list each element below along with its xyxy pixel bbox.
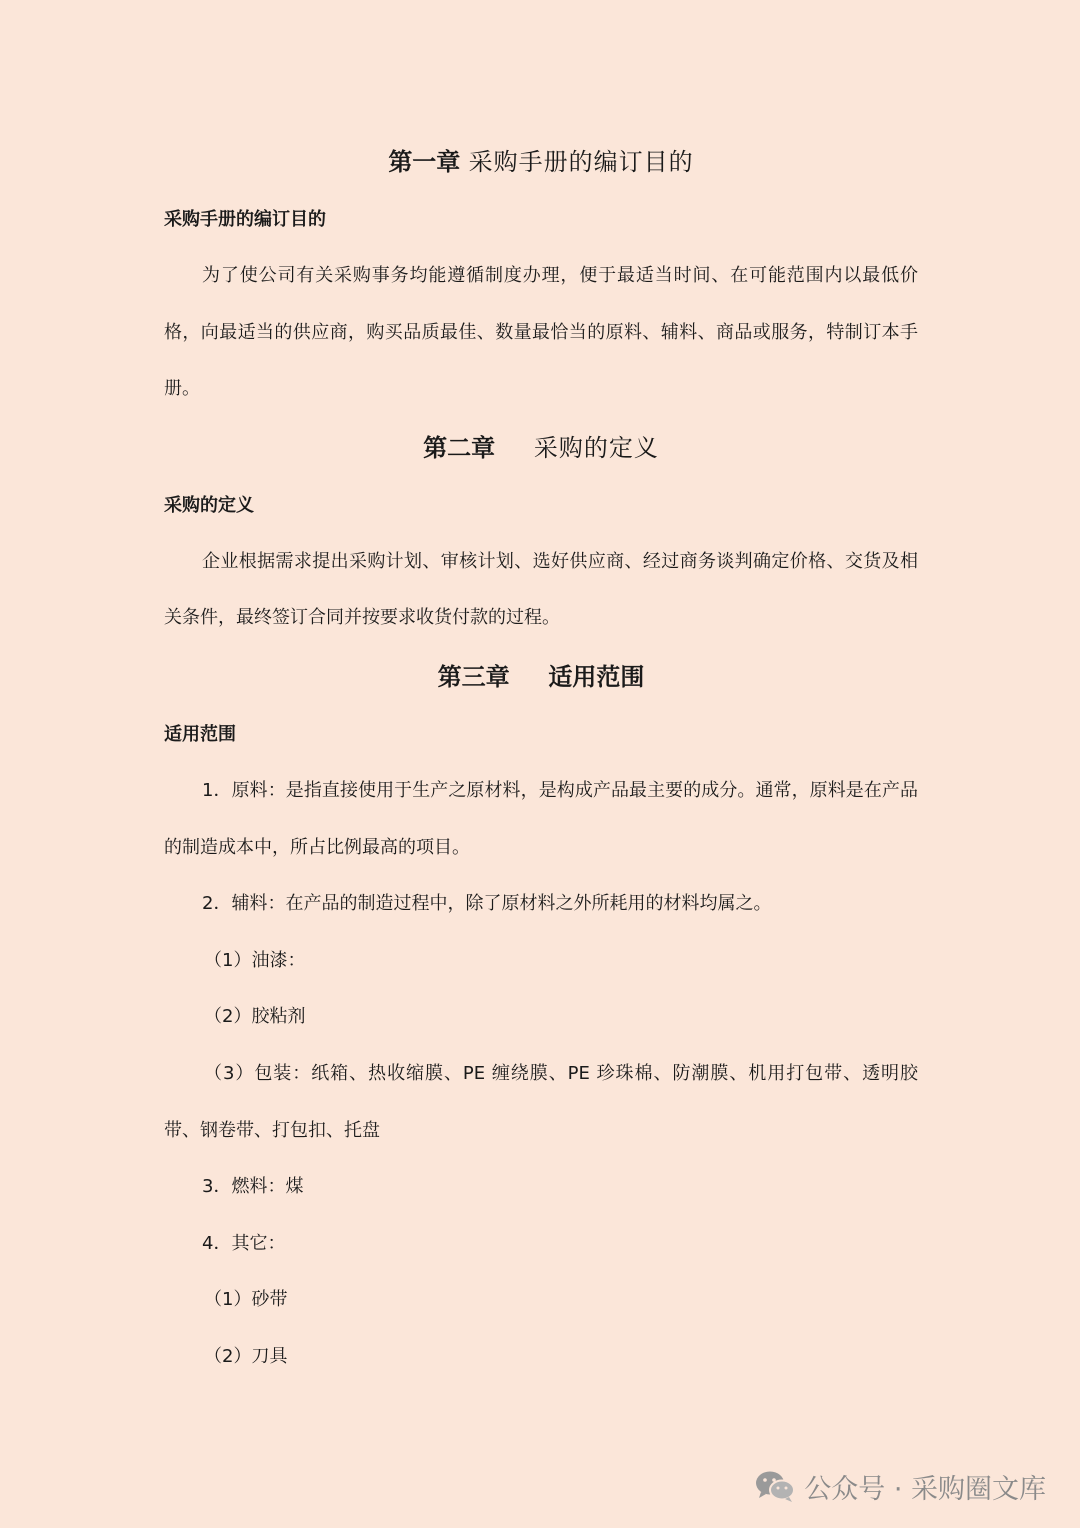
section-2-title: 采购的定义 — [164, 494, 254, 516]
list-item-fuel: 3．燃料：煤 — [202, 1176, 304, 1198]
chapter-2-number: 第二章 — [423, 433, 496, 462]
chapter-2-heading — [164, 418, 918, 478]
list-subitem-adhesive: （2）胶粘剂 — [204, 1006, 306, 1028]
section-3-title: 适用范围 — [164, 723, 236, 745]
chapter-1-title: 采购手册的编订目的 — [468, 148, 694, 176]
chapter-1-paragraph: 为了使公司有关采购事务均能遵循制度办理，便于最适当时间、在可能范围内以最低价格，向最适当的供应商，购买品质最佳、数量最恰当的原料、辅料、商品或服务，特制订本手册。 — [164, 265, 918, 400]
watermark — [754, 1466, 1046, 1506]
chapter-3-heading — [164, 647, 918, 707]
list-subitem-sanding-belt: （1）砂带 — [204, 1289, 288, 1311]
list-subitem-packaging: （3）包装：纸箱、热收缩膜、PE 缠绕膜、PE 珍珠棉、防潮膜、机用打包带、透明胶带、钢卷带、打包扣、托盘 — [164, 1062, 918, 1141]
chapter-3-number: 第三章 — [437, 662, 510, 691]
chapter-1-number: 第一章 — [388, 148, 461, 176]
chapter-3-title: 适用范围 — [548, 662, 645, 691]
list-item-other: 4．其它： — [202, 1232, 286, 1254]
document-body — [164, 132, 918, 1386]
list-subitem-cutting-tool: （2）刀具 — [204, 1345, 288, 1367]
chapter-2-title: 采购的定义 — [533, 433, 659, 462]
list-item-auxiliary-material: 2．辅料：在产品的制造过程中，除了原材料之外所耗用的材料均属之。 — [202, 893, 772, 915]
list-item-raw-material: 1．原料：是指直接使用于生产之原材料，是构成产品最主要的成分。通常，原料是在产品的制造成本中，所占比例最高的项目。 — [164, 779, 918, 858]
chapter-2-paragraph: 企业根据需求提出采购计划、审核计划、选好供应商、经过商务谈判确定价格、交货及相关条件，最终签订合同并按要求收货付款的过程。 — [164, 550, 918, 629]
chapter-1-heading — [164, 132, 918, 192]
watermark-text: 公众号 · 采购圈文库 — [804, 1473, 1046, 1505]
section-1-title: 采购手册的编订目的 — [164, 209, 326, 230]
list-subitem-paint: （1）油漆： — [204, 949, 306, 971]
wechat-icon — [754, 1469, 796, 1503]
